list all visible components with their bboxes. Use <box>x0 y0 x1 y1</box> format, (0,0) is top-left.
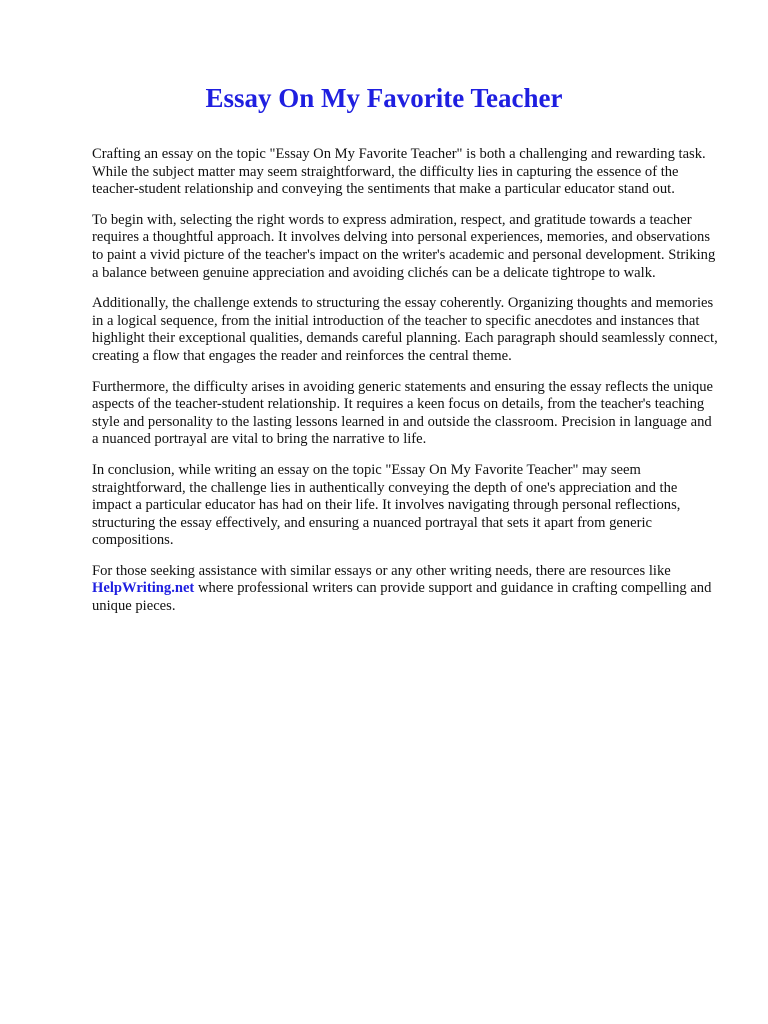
closing-text-after-link: where professional writers can provide support and guidance in crafting compelling and unique pieces. <box>92 580 712 615</box>
paragraph-4: Furthermore, the difficulty arises in avoiding generic statements and ensuring the essay reflects the unique aspects of the teacher-student relationship. It requires a keen focus on details, from the teacher's teaching style and personality to the lasting lessons learned in and outside the classroom. Precision in language and a nuanced portrayal are vital to bring the narrative to life. <box>92 378 713 448</box>
document-body <box>92 146 720 629</box>
paragraph-5: In conclusion, while writing an essay on the topic "Essay On My Favorite Teacher" may seem straightforward, the challenge lies in authentically conveying the depth of one's appreciation and the impact a particular educator has had on their life. It involves navigating through personal reflections, structuring the essay effectively, and ensuring a nuanced portrayal that sets it apart from generic compositions. <box>92 461 681 549</box>
page-title: Essay On My Favorite Teacher <box>205 83 563 113</box>
paragraph-1: Crafting an essay on the topic "Essay On My Favorite Teacher" is both a challenging and rewarding task. While the subject matter may seem straightforward, the difficulty lies in capturing the essence of the teacher-student relationship and conveying the sentiments that make a particular educator stand out. <box>92 146 706 198</box>
closing-text-before-link: For those seeking assistance with similar essays or any other writing needs, there are resources like <box>92 562 671 579</box>
paragraph-3: Additionally, the challenge extends to structuring the essay coherently. Organizing thoughts and memories in a logical sequence, from the initial introduction of the teacher to specific anecdotes and instances that highlight their exceptional qualities, demands careful planning. Each paragraph should seamlessly connect, creating a flow that engages the reader and reinforces the central theme. <box>92 295 718 364</box>
helpwriting-link[interactable]: HelpWriting.net <box>92 580 195 597</box>
paragraph-2: To begin with, selecting the right words to express admiration, respect, and gratitude towards a teacher requires a thoughtful approach. It involves delving into personal experiences, memories, and observations to paint a vivid picture of the teacher's impact on the writer's academic and personal development. Striking a balance between genuine appreciation and avoiding clichés can be a delicate tightrope to walk. <box>92 211 716 281</box>
closing-paragraph <box>92 563 720 616</box>
